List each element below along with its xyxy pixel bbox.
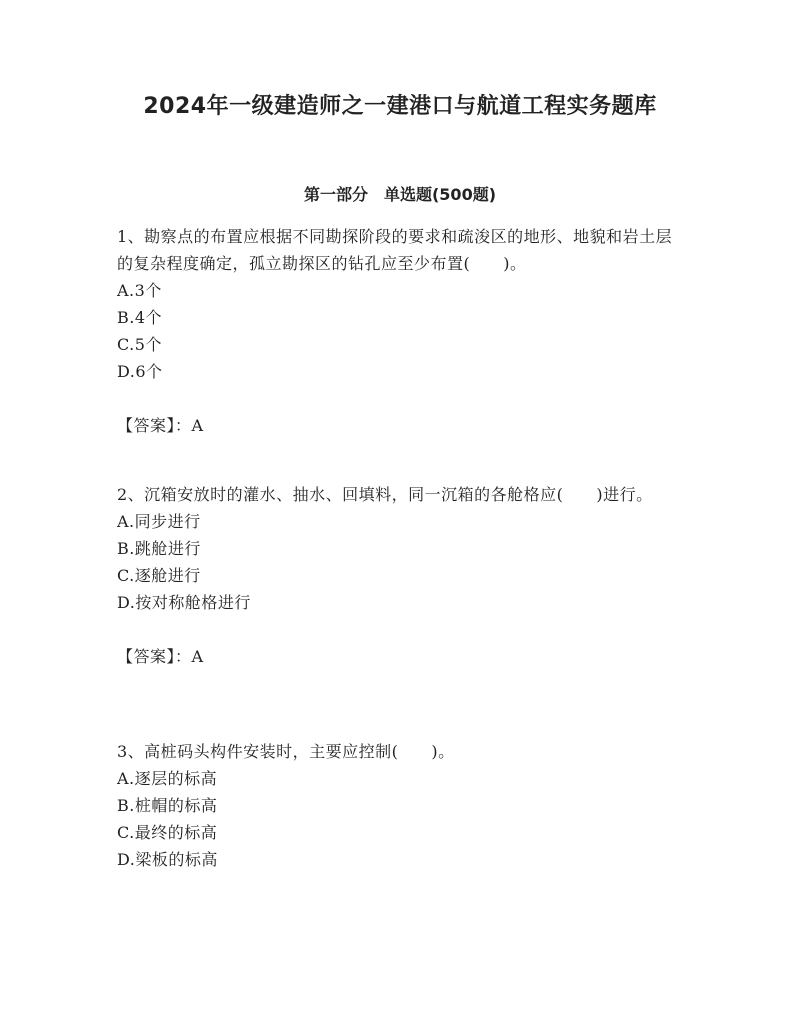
option-b: B.4个: [117, 308, 163, 327]
option-d: D.6个: [117, 362, 163, 381]
option-a: A.逐层的标高: [117, 769, 218, 788]
question-3: [117, 738, 687, 873]
document-title: 2024年一级建造师之一建港口与航道工程实务题库: [143, 94, 657, 119]
question-1: [117, 223, 687, 439]
question-stem: 1、勘察点的布置应根据不同勘探阶段的要求和疏浚区的地形、地貌和岩土层的复杂程度确定，孤立勘探区的钻孔应至少布置( )。: [117, 227, 673, 273]
answer-line: 【答案】：A: [117, 647, 204, 666]
option-c: C.5个: [117, 335, 162, 354]
question-stem: 3、高桩码头构件安装时，主要应控制( )。: [117, 742, 455, 761]
option-a: A.同步进行: [117, 512, 201, 531]
question-stem: 2、沉箱安放时的灌水、抽水、回填料，同一沉箱的各舱格应( )进行。: [117, 485, 653, 504]
section-title: 第一部分 单选题(500题): [303, 185, 497, 204]
option-d: D.按对称舱格进行: [117, 593, 251, 612]
option-b: B.桩帽的标高: [117, 796, 218, 815]
option-c: C.逐舱进行: [117, 566, 201, 585]
option-c: C.最终的标高: [117, 823, 218, 842]
option-b: B.跳舱进行: [117, 539, 201, 558]
answer-line: 【答案】：A: [117, 416, 204, 435]
option-a: A.3个: [117, 281, 162, 300]
option-d: D.梁板的标高: [117, 850, 218, 869]
question-2: [117, 481, 687, 670]
